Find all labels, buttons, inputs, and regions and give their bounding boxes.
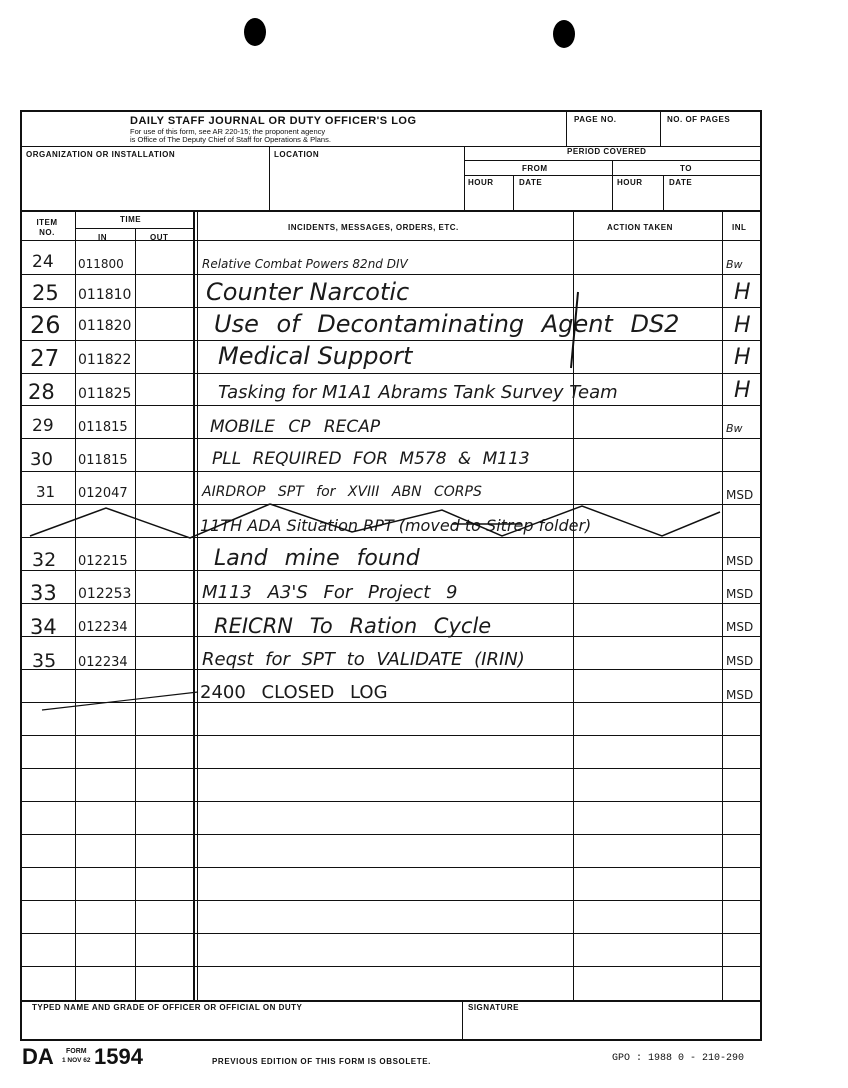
incident-text: PLL REQUIRED FOR M578 & M113 <box>212 449 530 469</box>
handwriting-strokes <box>22 112 760 812</box>
incidents-label: INCIDENTS, MESSAGES, ORDERS, ETC. <box>288 223 459 232</box>
time-in: 011825 <box>78 386 132 402</box>
form-date: 1 NOV 62 <box>62 1057 91 1064</box>
time-in: 011810 <box>78 287 132 303</box>
signature-field[interactable] <box>466 1015 756 1037</box>
location-label: LOCATION <box>274 150 320 159</box>
inl-initials: MSD <box>726 620 754 634</box>
incident-text: M113 A3'S For Project 9 <box>202 582 458 603</box>
incident-text: 2400 CLOSED LOG <box>200 682 388 703</box>
time-in: 012234 <box>78 655 128 670</box>
item-number: 24 <box>32 252 54 272</box>
item-number: 31 <box>36 483 56 501</box>
incident-text: MOBILE CP RECAP <box>210 417 381 437</box>
from-label: FROM <box>522 164 548 173</box>
time-in: 012253 <box>78 586 132 602</box>
to-label: TO <box>680 164 692 173</box>
item-number: 26 <box>30 311 61 339</box>
da-mark: DA <box>22 1044 54 1069</box>
inl-initials: MSD <box>726 554 754 568</box>
incident-text: Medical Support <box>218 342 413 370</box>
time-out-label: OUT <box>150 233 169 242</box>
inl-initials: Bw <box>726 422 743 435</box>
inl-initials: MSD <box>726 654 754 668</box>
inl-initials: Bw <box>726 258 743 271</box>
punch-hole-left <box>244 18 266 46</box>
from-hour-label: HOUR <box>468 178 494 187</box>
period-covered-label: PERIOD COVERED <box>567 147 647 156</box>
typed-name-field[interactable] <box>28 1015 458 1037</box>
no-of-pages-label: NO. OF PAGES <box>667 115 731 124</box>
incident-text: Land mine found <box>214 546 420 571</box>
incident-text: AIRDROP SPT for XVIII ABN CORPS <box>202 484 482 500</box>
inl-initials: MSD <box>726 587 754 601</box>
time-in: 011815 <box>78 453 128 468</box>
item-no-label: ITEM NO. <box>36 218 58 237</box>
time-in: 011822 <box>78 352 132 368</box>
signature-label: SIGNATURE <box>468 1003 520 1012</box>
form-subtitle-2: is Office of The Deputy Chief of Staff for Operations & Plans. <box>130 135 331 144</box>
time-in: 011800 <box>78 257 124 271</box>
time-in: 012047 <box>78 486 128 501</box>
punch-hole-right <box>553 20 575 48</box>
incident-text: Counter Narcotic <box>206 278 410 306</box>
page-no-label: PAGE NO. <box>574 115 617 124</box>
form-number: 1594 <box>94 1044 143 1069</box>
item-number: 28 <box>28 380 55 404</box>
form-title: DAILY STAFF JOURNAL OR DUTY OFFICER'S LOG <box>130 115 417 127</box>
inl-initials: H <box>734 313 751 338</box>
staff-journal-form <box>20 110 762 1041</box>
item-number: 32 <box>32 549 57 571</box>
inl-initials: H <box>734 378 751 403</box>
item-number: 33 <box>30 581 57 605</box>
item-number: 29 <box>32 416 54 436</box>
form-subtitle-1: For use of this form, see AR 220-15; the proponent agency <box>130 127 326 136</box>
previous-edition-notice: PREVIOUS EDITION OF THIS FORM IS OBSOLETE. <box>212 1057 431 1066</box>
item-number: 34 <box>30 615 57 639</box>
from-date-label: DATE <box>519 178 543 187</box>
gpo-code: GPO : 1988 0 - 210-290 <box>612 1053 745 1064</box>
item-number: 27 <box>30 346 60 372</box>
item-number: 30 <box>30 449 53 470</box>
to-date-label: DATE <box>669 178 693 187</box>
inl-label: INL <box>732 223 747 232</box>
time-label: TIME <box>120 215 142 224</box>
inl-initials: MSD <box>726 488 754 502</box>
incident-text: Use of Decontaminating Agent DS2 <box>214 310 680 338</box>
inl-initials: H <box>734 280 751 305</box>
item-number: 25 <box>32 281 59 305</box>
item-number: 35 <box>32 650 57 672</box>
inl-initials: H <box>734 345 751 370</box>
time-in-label: IN <box>98 233 107 242</box>
incident-text: REICRN To Ration Cycle <box>214 614 492 638</box>
form-word: FORM <box>66 1048 87 1055</box>
time-in: 012234 <box>78 620 128 635</box>
typed-name-label: TYPED NAME AND GRADE OF OFFICER OR OFFICIAL ON DUTY <box>32 1003 303 1012</box>
to-hour-label: HOUR <box>617 178 643 187</box>
incident-text: 11TH ADA Situation RPT (moved to Sitrep folder) <box>200 516 592 535</box>
time-in: 011815 <box>78 420 128 435</box>
time-in: 012215 <box>78 554 128 569</box>
incident-text: Reqst for SPT to VALIDATE (IRIN) <box>202 649 525 670</box>
incident-text: Relative Combat Powers 82nd DIV <box>202 257 408 271</box>
organization-label: ORGANIZATION OR INSTALLATION <box>26 150 176 159</box>
action-taken-label: ACTION TAKEN <box>607 223 673 232</box>
time-in: 011820 <box>78 318 132 334</box>
incident-text: Tasking for M1A1 Abrams Tank Survey Team <box>218 382 618 403</box>
inl-initials: MSD <box>726 688 754 702</box>
